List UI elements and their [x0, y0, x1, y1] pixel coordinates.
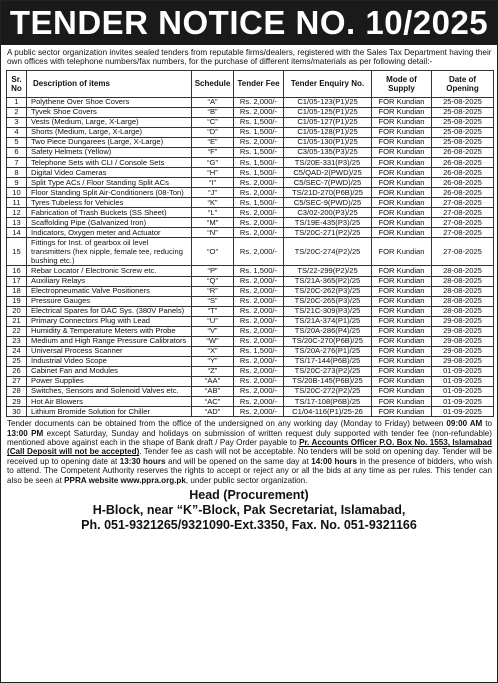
table-row	[7, 97, 494, 107]
table-row	[7, 117, 494, 127]
cell-fee: Rs. 1,500/-	[234, 346, 284, 356]
cell-fee: Rs. 2,000/-	[234, 296, 284, 306]
cell-schedule: “G”	[192, 158, 234, 168]
cell-supply: FOR Kundian	[372, 346, 432, 356]
cell-date: 26-08-2025	[432, 168, 494, 178]
cell-enquiry: C5/QAD-2(PWD)/25	[284, 168, 372, 178]
cell-fee: Rs. 1,500/-	[234, 127, 284, 137]
cell-description: Lithium Bromide Solution for Chiller	[27, 407, 192, 417]
cell-date: 01-09-2025	[432, 376, 494, 386]
cell-description: Indicators, Oxygen meter and Actuator	[27, 228, 192, 238]
cell-sr: 24	[7, 346, 27, 356]
cell-date: 01-09-2025	[432, 407, 494, 417]
cell-description: Primary Connectors Plug with Lead	[27, 316, 192, 326]
cell-sr: 6	[7, 148, 27, 158]
cell-enquiry: TS/20A-276(P1)/25	[284, 346, 372, 356]
cell-schedule: “T”	[192, 306, 234, 316]
table-row	[7, 127, 494, 137]
cell-schedule: “O”	[192, 238, 234, 266]
table-row	[7, 326, 494, 336]
cell-enquiry: TS/21C-309(P3)/25	[284, 306, 372, 316]
cell-sr: 10	[7, 188, 27, 198]
terms-text: . Tender fee as cash will not be acceptable. No tenders will be sold on opening day. Tender will be received up to opening date at	[7, 447, 492, 466]
cell-description: Shorts (Medium, Large, X-Large)	[27, 127, 192, 137]
cell-date: 01-09-2025	[432, 366, 494, 376]
cell-enquiry: C1/05-130(P1)/25	[284, 138, 372, 148]
ppra-website: PPRA website www.ppra.org.pk	[64, 475, 186, 485]
cell-fee: Rs. 2,000/-	[234, 286, 284, 296]
cell-schedule: “M”	[192, 218, 234, 228]
cell-schedule: “J”	[192, 188, 234, 198]
table-row	[7, 138, 494, 148]
contact-footer	[1, 488, 497, 533]
table-row	[7, 387, 494, 397]
footer-phone: Ph. 051-9321265/9321090-Ext.3350, Fax. No. 051-9321166	[81, 518, 417, 533]
cell-enquiry: TS/20C-273(P2)/25	[284, 366, 372, 376]
cell-fee: Rs. 2,000/-	[234, 336, 284, 346]
terms-text: in the presence of bidders, who wish to attend. The Competent Authority reserves the rights to accept or reject any or all the bids at any time as per rules. This tender can also be seen at	[7, 456, 493, 485]
cell-date: 26-08-2025	[432, 188, 494, 198]
cell-schedule: “E”	[192, 138, 234, 148]
table-row	[7, 238, 494, 266]
cell-description: Industrial Video Scope	[27, 356, 192, 366]
cell-date: 29-08-2025	[432, 326, 494, 336]
cell-fee: Rs. 2,000/-	[234, 387, 284, 397]
time-end: 13:00 PM	[7, 428, 44, 438]
cell-supply: FOR Kundian	[372, 306, 432, 316]
cell-enquiry: C5/SEC-7(PWD)/25	[284, 178, 372, 188]
cell-schedule: “H”	[192, 168, 234, 178]
table-row	[7, 148, 494, 158]
cell-supply: FOR Kundian	[372, 397, 432, 407]
table-row	[7, 356, 494, 366]
cell-sr: 18	[7, 286, 27, 296]
cell-description: Auxiliary Relays	[27, 276, 192, 286]
cell-fee: Rs. 2,000/-	[234, 228, 284, 238]
table-row	[7, 407, 494, 417]
cell-fee: Rs. 1,500/-	[234, 158, 284, 168]
col-header-supply: Mode of Supply	[372, 70, 432, 97]
cell-fee: Rs. 2,000/-	[234, 97, 284, 107]
cell-description: Safety Helmets (Yellow)	[27, 148, 192, 158]
cell-enquiry: C1/04-116(P1)/25-26	[284, 407, 372, 417]
footer-office: Head (Procurement)	[189, 488, 309, 503]
cell-schedule: “U”	[192, 316, 234, 326]
cell-schedule: “K”	[192, 198, 234, 208]
cell-date: 29-08-2025	[432, 346, 494, 356]
cell-supply: FOR Kundian	[372, 326, 432, 336]
cell-description: Polythene Over Shoe Covers	[27, 97, 192, 107]
table-row	[7, 286, 494, 296]
cell-supply: FOR Kundian	[372, 266, 432, 276]
cell-enquiry: TS/20B-145(P6B)/25	[284, 376, 372, 386]
cell-fee: Rs. 2,000/-	[234, 407, 284, 417]
cell-enquiry: TS/17-144(P6B)/25	[284, 356, 372, 366]
cell-enquiry: TS/22-299(P2)/25	[284, 266, 372, 276]
cell-sr: 21	[7, 316, 27, 326]
cell-fee: Rs. 1,500/-	[234, 117, 284, 127]
table-row	[7, 376, 494, 386]
cell-fee: Rs. 1,500/-	[234, 266, 284, 276]
cell-description: Cabinet Fan and Modules	[27, 366, 192, 376]
cell-sr: 29	[7, 397, 27, 407]
cell-enquiry: TS/21A-374(P1)/25	[284, 316, 372, 326]
cell-sr: 20	[7, 306, 27, 316]
cell-sr: 8	[7, 168, 27, 178]
cell-supply: FOR Kundian	[372, 316, 432, 326]
table-row	[7, 306, 494, 316]
cell-schedule: “C”	[192, 117, 234, 127]
cell-enquiry: TS/20C-270(P6B)/25	[284, 336, 372, 346]
cell-supply: FOR Kundian	[372, 387, 432, 397]
cell-supply: FOR Kundian	[372, 178, 432, 188]
cell-description: Power Supplies	[27, 376, 192, 386]
cell-description: Vests (Medium, Large, X-Large)	[27, 117, 192, 127]
cell-sr: 22	[7, 326, 27, 336]
cell-date: 25-08-2025	[432, 97, 494, 107]
cell-description: Floor Standing Split Air-Conditioners (08-Ton)	[27, 188, 192, 198]
cell-schedule: “V”	[192, 326, 234, 336]
cell-date: 26-08-2025	[432, 178, 494, 188]
cell-schedule: “P”	[192, 266, 234, 276]
cell-enquiry: TS/20A-286(P4)/25	[284, 326, 372, 336]
cell-enquiry: TS/20C-274(P2)/25	[284, 238, 372, 266]
cell-description: Humidity & Temperature Meters with Probe	[27, 326, 192, 336]
cell-date: 29-08-2025	[432, 356, 494, 366]
cell-fee: Rs. 2,000/-	[234, 366, 284, 376]
cell-enquiry: C3/02-200(P3)/25	[284, 208, 372, 218]
terms-text: , under public sector organization.	[185, 475, 308, 485]
cell-description: Medium and High Range Pressure Calibrators	[27, 336, 192, 346]
table-row	[7, 228, 494, 238]
cell-supply: FOR Kundian	[372, 117, 432, 127]
terms-text: and will be opened on the same day at	[165, 456, 312, 466]
cell-schedule: “A”	[192, 97, 234, 107]
cell-supply: FOR Kundian	[372, 148, 432, 158]
cell-supply: FOR Kundian	[372, 286, 432, 296]
cell-enquiry: TS/20C-272(P2)/25	[284, 387, 372, 397]
cell-schedule: “I”	[192, 178, 234, 188]
cell-date: 01-09-2025	[432, 397, 494, 407]
cell-description: Two Piece Dungarees (Large, X-Large)	[27, 138, 192, 148]
cell-sr: 13	[7, 218, 27, 228]
table-row	[7, 266, 494, 276]
cell-sr: 27	[7, 376, 27, 386]
cell-date: 25-08-2025	[432, 117, 494, 127]
cell-enquiry: C1/05-128(P1)/25	[284, 127, 372, 137]
cell-date: 25-08-2025	[432, 107, 494, 117]
cell-sr: 30	[7, 407, 27, 417]
cell-supply: FOR Kundian	[372, 188, 432, 198]
cell-schedule: “Q”	[192, 276, 234, 286]
table-row	[7, 336, 494, 346]
footer-address: H-Block, near “K”-Block, Pak Secretariat, Islamabad,	[92, 503, 406, 518]
cell-enquiry: TS/17-108(P6B)/25	[284, 397, 372, 407]
table-row	[7, 366, 494, 376]
terms-text: except Saturday, Sunday and holidays on submission of written request duly supported with tender fee (non-refundable) mentioned above against each in the shape of Bank draft / Pay Order payable to	[7, 428, 493, 447]
cell-fee: Rs. 2,000/-	[234, 276, 284, 286]
intro-paragraph: A public sector organization invites sealed tenders from reputable firms/dealers, registered with the Sales Tax Department having their own offices with telephone numbers/fax numbers, for the purchase of different items/materials as per following detail:-	[7, 48, 492, 67]
cell-fee: Rs. 2,000/-	[234, 107, 284, 117]
cell-schedule: “S”	[192, 296, 234, 306]
cell-supply: FOR Kundian	[372, 228, 432, 238]
cell-description: Tyvek Shoe Covers	[27, 107, 192, 117]
table-row	[7, 198, 494, 208]
cell-enquiry: TS/19E-435(P3)/25	[284, 218, 372, 228]
cell-sr: 19	[7, 296, 27, 306]
cell-date: 27-08-2025	[432, 208, 494, 218]
cell-fee: Rs. 1,500/-	[234, 168, 284, 178]
cell-description: Split Type ACs / Floor Standing Split ACs	[27, 178, 192, 188]
cell-sr: 9	[7, 178, 27, 188]
cell-description: Digital Video Cameras	[27, 168, 192, 178]
cell-description: Electropneumatic Valve Positioners	[27, 286, 192, 296]
cell-supply: FOR Kundian	[372, 407, 432, 417]
cell-schedule: “L”	[192, 208, 234, 218]
cell-enquiry: C1/05-127(P1)/25	[284, 117, 372, 127]
cell-date: 28-08-2025	[432, 306, 494, 316]
cell-fee: Rs. 1,500/-	[234, 148, 284, 158]
terms-text: to	[482, 419, 492, 429]
cell-date: 27-08-2025	[432, 218, 494, 228]
table-row	[7, 218, 494, 228]
cell-date: 29-08-2025	[432, 316, 494, 326]
cell-fee: Rs. 2,000/-	[234, 326, 284, 336]
cell-description: Fabrication of Trash Buckets (SS Sheet)	[27, 208, 192, 218]
cell-description: Rebar Locator / Electronic Screw etc.	[27, 266, 192, 276]
cell-enquiry: C3/05-135(P3)/25	[284, 148, 372, 158]
col-header-date: Date of Opening	[432, 70, 494, 97]
table-row	[7, 188, 494, 198]
cell-schedule: “AD”	[192, 407, 234, 417]
cell-supply: FOR Kundian	[372, 376, 432, 386]
table-row	[7, 296, 494, 306]
cell-description: Electrical Spares for DAC Sys. (380V Panels)	[27, 306, 192, 316]
terms-paragraph	[1, 417, 497, 485]
cell-description: Scaffolding Pipe (Galvanized Iron)	[27, 218, 192, 228]
notice-title: TENDER NOTICE NO. 10/2025	[1, 1, 497, 45]
cell-schedule: “Z”	[192, 366, 234, 376]
cell-fee: Rs. 2,000/-	[234, 138, 284, 148]
cell-supply: FOR Kundian	[372, 127, 432, 137]
payee-text: Pr. Accounts Officer P.O. Box No. 1553, Islamabad (Call Deposit will not be accepted)	[7, 437, 492, 457]
terms-text: Tender documents can be obtained from the office of the undersigned on any working day (Monday to Friday) between	[7, 419, 447, 429]
cell-enquiry: TS/21A-365(P2)/25	[284, 276, 372, 286]
items-table	[6, 70, 494, 417]
cell-enquiry: C1/05-125(P1)/25	[284, 107, 372, 117]
cell-sr: 28	[7, 387, 27, 397]
cell-schedule: “AA”	[192, 376, 234, 386]
cell-sr: 12	[7, 208, 27, 218]
table-row	[7, 107, 494, 117]
cell-fee: Rs. 2,000/-	[234, 208, 284, 218]
cell-description: Switches, Sensors and Solenoid Valves etc.	[27, 387, 192, 397]
cell-enquiry: TS/20C-265(P3)/25	[284, 296, 372, 306]
table-row	[7, 346, 494, 356]
cell-description: Pressure Gauges	[27, 296, 192, 306]
cell-sr: 5	[7, 138, 27, 148]
cell-fee: Rs. 2,000/-	[234, 356, 284, 366]
table-row	[7, 316, 494, 326]
cell-date: 27-08-2025	[432, 238, 494, 266]
col-header-sr: Sr. No	[7, 70, 27, 97]
cell-description: Fittings for Inst. of gearbox oil level transmitters (hex nipple, female tee, reducing bushing etc.)	[27, 238, 192, 266]
cell-sr: 16	[7, 266, 27, 276]
cell-fee: Rs. 2,000/-	[234, 316, 284, 326]
cell-supply: FOR Kundian	[372, 97, 432, 107]
cell-supply: FOR Kundian	[372, 336, 432, 346]
cell-fee: Rs. 2,000/-	[234, 306, 284, 316]
cell-date: 27-08-2025	[432, 228, 494, 238]
cell-sr: 3	[7, 117, 27, 127]
cell-description: Telephone Sets with CLI / Console Sets	[27, 158, 192, 168]
cell-enquiry: TS/20C-262(P3)/25	[284, 286, 372, 296]
cell-supply: FOR Kundian	[372, 107, 432, 117]
cell-schedule: “B”	[192, 107, 234, 117]
cell-sr: 11	[7, 198, 27, 208]
cell-enquiry: TS/21D-270(P6B)/25	[284, 188, 372, 198]
cell-sr: 23	[7, 336, 27, 346]
opening-time: 14:00 hours	[311, 456, 357, 466]
cell-sr: 15	[7, 238, 27, 266]
cell-date: 27-08-2025	[432, 198, 494, 208]
cell-date: 28-08-2025	[432, 276, 494, 286]
cell-fee: Rs. 2,000/-	[234, 178, 284, 188]
cell-sr: 7	[7, 158, 27, 168]
cell-sr: 26	[7, 366, 27, 376]
cell-date: 28-08-2025	[432, 266, 494, 276]
cell-supply: FOR Kundian	[372, 158, 432, 168]
cell-enquiry: C1/05-123(P1)/25	[284, 97, 372, 107]
cell-supply: FOR Kundian	[372, 198, 432, 208]
receipt-time: 13:30 hours	[119, 456, 166, 466]
table-row	[7, 208, 494, 218]
cell-fee: Rs. 2,000/-	[234, 238, 284, 266]
cell-date: 01-09-2025	[432, 387, 494, 397]
table-row	[7, 178, 494, 188]
cell-fee: Rs. 2,000/-	[234, 218, 284, 228]
cell-fee: Rs. 2,000/-	[234, 188, 284, 198]
cell-supply: FOR Kundian	[372, 366, 432, 376]
cell-supply: FOR Kundian	[372, 208, 432, 218]
col-header-fee: Tender Fee	[234, 70, 284, 97]
col-header-schedule: Schedule	[192, 70, 234, 97]
time-start: 09:00 AM	[446, 419, 483, 429]
cell-date: 26-08-2025	[432, 148, 494, 158]
cell-date: 25-08-2025	[432, 138, 494, 148]
cell-date: 25-08-2025	[432, 127, 494, 137]
cell-sr: 2	[7, 107, 27, 117]
cell-fee: Rs. 2,000/-	[234, 376, 284, 386]
cell-date: 26-08-2025	[432, 158, 494, 168]
cell-supply: FOR Kundian	[372, 138, 432, 148]
cell-schedule: “AB”	[192, 387, 234, 397]
cell-supply: FOR Kundian	[372, 168, 432, 178]
cell-supply: FOR Kundian	[372, 218, 432, 228]
cell-supply: FOR Kundian	[372, 296, 432, 306]
cell-schedule: “D”	[192, 127, 234, 137]
cell-schedule: “F”	[192, 148, 234, 158]
cell-enquiry: TS/20C-271(P2)/25	[284, 228, 372, 238]
cell-date: 28-08-2025	[432, 296, 494, 306]
cell-enquiry: TS/20E-331(P3)/25	[284, 158, 372, 168]
cell-schedule: “AC”	[192, 397, 234, 407]
cell-fee: Rs. 1,500/-	[234, 198, 284, 208]
table-header-row	[7, 70, 494, 97]
col-header-enquiry: Tender Enquiry No.	[284, 70, 372, 97]
col-header-description: Description of items	[27, 70, 192, 97]
cell-enquiry: C5/SEC-9(PWD)/25	[284, 198, 372, 208]
cell-supply: FOR Kundian	[372, 276, 432, 286]
table-row	[7, 276, 494, 286]
cell-schedule: “Y”	[192, 356, 234, 366]
cell-supply: FOR Kundian	[372, 238, 432, 266]
cell-sr: 1	[7, 97, 27, 107]
cell-sr: 17	[7, 276, 27, 286]
cell-sr: 14	[7, 228, 27, 238]
cell-date: 28-08-2025	[432, 286, 494, 296]
cell-schedule: “X”	[192, 346, 234, 356]
cell-supply: FOR Kundian	[372, 356, 432, 366]
cell-description: Tyres Tubeless for Vehicles	[27, 198, 192, 208]
table-row	[7, 397, 494, 407]
cell-schedule: “W”	[192, 336, 234, 346]
cell-schedule: “N”	[192, 228, 234, 238]
cell-fee: Rs. 2,000/-	[234, 397, 284, 407]
cell-sr: 4	[7, 127, 27, 137]
cell-sr: 25	[7, 356, 27, 366]
cell-description: Universal Process Scanner	[27, 346, 192, 356]
table-row	[7, 158, 494, 168]
cell-description: Hot Air Blowers	[27, 397, 192, 407]
cell-date: 29-08-2025	[432, 336, 494, 346]
table-row	[7, 168, 494, 178]
cell-schedule: “R”	[192, 286, 234, 296]
